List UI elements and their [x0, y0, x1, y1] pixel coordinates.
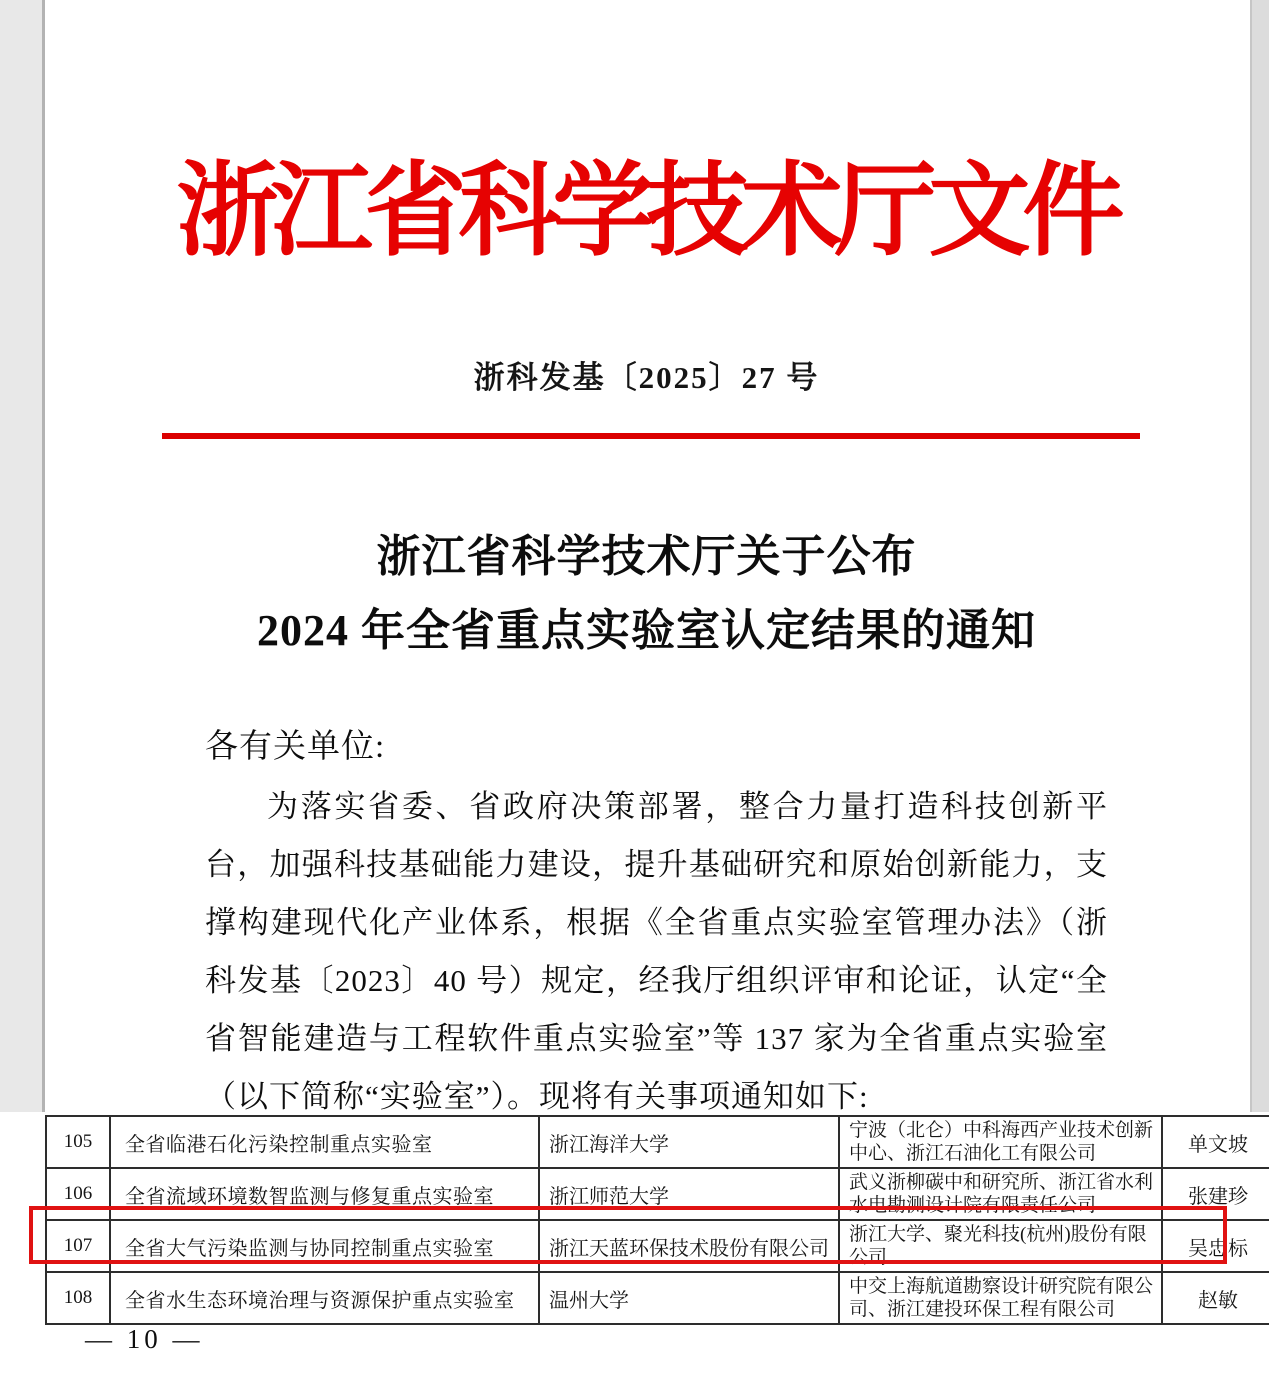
director-cell: 吴忠标	[1162, 1220, 1269, 1272]
partner-org-cell: 武义浙柳碳中和研究所、浙江省水利水电勘测设计院有限责任公司	[839, 1168, 1162, 1220]
row-number-cell: 105	[46, 1116, 110, 1168]
table-row-105	[46, 1116, 1269, 1168]
row-number-cell: 106	[46, 1168, 110, 1220]
row-number-cell: 108	[46, 1272, 110, 1324]
lab-name-cell: 全省流域环境数智监测与修复重点实验室	[110, 1168, 539, 1220]
lead-org-cell: 浙江天蓝环保技术股份有限公司	[539, 1220, 839, 1272]
row-107-red-highlight-box	[29, 1206, 1227, 1264]
row-number-cell: 107	[46, 1220, 110, 1272]
director-cell: 单文坡	[1162, 1116, 1269, 1168]
director-cell: 张建珍	[1162, 1168, 1269, 1220]
partner-org-cell: 浙江大学、聚光科技(杭州)股份有限公司	[839, 1220, 1162, 1272]
notice-body-paragraph: 为落实省委、省政府决策部署，整合力量打造科技创新平台，加强科技基础能力建设，提升基础研究和原始创新能力，支撑构建现代化产业体系，根据《全省重点实验室管理办法》（浙科发基〔2023〕40 号）规定，经我厅组织评审和论证，认定“全省智能建造与工程软件重点实验室”等 137 家为全省重点实验室（以下简称“实验室”）。现将有关事项通知如下:	[205, 789, 1108, 1114]
lead-org-cell: 温州大学	[539, 1272, 839, 1324]
page-number: — 10 —	[85, 1324, 204, 1354]
agency-letterhead-title: 浙江省科学技术厅文件	[176, 156, 1117, 269]
table-row-108	[46, 1272, 1269, 1324]
lab-name-cell: 全省水生态环境治理与资源保护重点实验室	[110, 1272, 539, 1324]
scan-left-margin	[0, 0, 45, 1112]
partner-org-cell: 中交上海航道勘察设计研究院有限公司、浙江建投环保工程有限公司	[839, 1272, 1162, 1324]
scan-right-margin	[1250, 0, 1269, 1112]
partner-org-cell: 宁波（北仑）中科海西产业技术创新中心、浙江石油化工有限公司	[839, 1116, 1162, 1168]
document-reference-number: 浙科发基〔2025〕27 号	[473, 360, 820, 395]
lead-org-cell: 浙江师范大学	[539, 1168, 839, 1220]
lead-org-cell: 浙江海洋大学	[539, 1116, 839, 1168]
notice-title	[45, 520, 1248, 668]
director-cell: 赵敏	[1162, 1272, 1269, 1324]
salutation-line: 各有关单位:	[205, 729, 386, 765]
letterhead-divider-rule	[162, 433, 1140, 439]
notice-title-line1: 浙江省科学技术厅关于公布	[376, 532, 917, 581]
notice-title-line2: 2024 年全省重点实验室认定结果的通知	[257, 606, 1036, 655]
lab-name-cell: 全省临港石化污染控制重点实验室	[110, 1116, 539, 1168]
lab-name-cell: 全省大气污染监测与协同控制重点实验室	[110, 1220, 539, 1272]
